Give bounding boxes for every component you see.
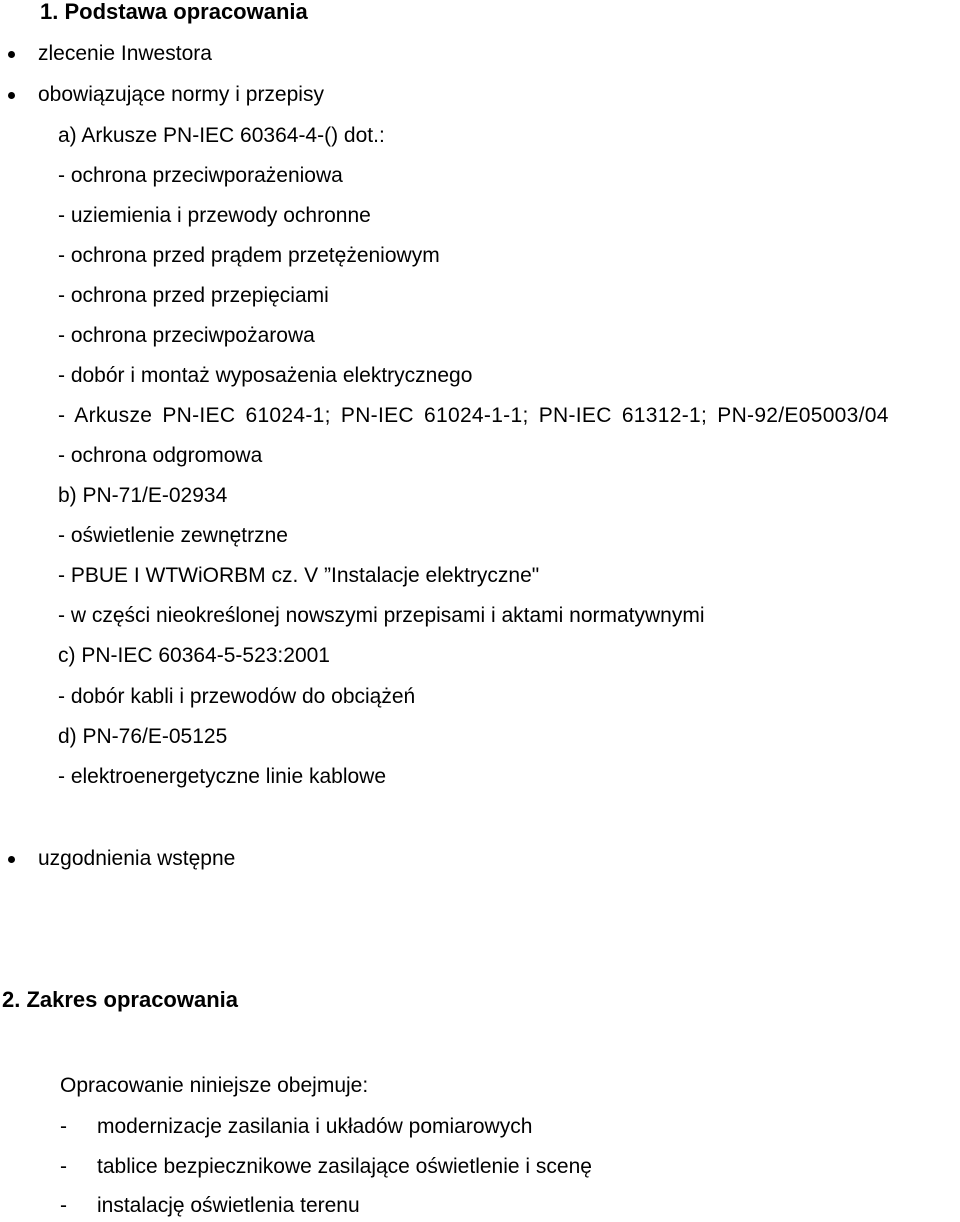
- dash-marker: -: [60, 1194, 67, 1217]
- scope-item: tablice bezpiecznikowe zasilające oświetlenie i scenę: [97, 1155, 592, 1178]
- scope-intro: Opracowanie niniejsze obejmuje:: [60, 1074, 369, 1097]
- standard-line-arkusze: - Arkusze PN-IEC 61024-1; PN-IEC 61024-1-1; PN-IEC 61312-1; PN-92/E05003/04: [58, 404, 889, 427]
- standard-line: - oświetlenie zewnętrzne: [58, 524, 288, 547]
- standard-line: - dobór i montaż wyposażenia elektrycznego: [58, 364, 473, 387]
- section-2-heading: 2. Zakres opracowania: [2, 987, 238, 1012]
- standard-line-pbue: - PBUE I WTWiORBM cz. V ”Instalacje elektryczne": [58, 564, 540, 587]
- scope-item: instalację oświetlenia terenu: [97, 1194, 360, 1217]
- standard-line-a: a) Arkusze PN-IEC 60364-4-() dot.:: [58, 124, 385, 147]
- dash-marker: -: [60, 1115, 67, 1138]
- bullet-icon: [8, 51, 15, 58]
- standard-line: - w części nieokreślonej nowszymi przepisami i aktami normatywnymi: [58, 604, 705, 627]
- standard-line: - uziemienia i przewody ochronne: [58, 204, 371, 227]
- standard-line-b: b) PN-71/E-02934: [58, 484, 228, 507]
- bullet-item-standards: obowiązujące normy i przepisy: [38, 83, 324, 106]
- standard-line: - ochrona przeciwpożarowa: [58, 324, 315, 347]
- bullet-icon: [8, 92, 15, 99]
- section-1-heading: 1. Podstawa opracowania: [40, 0, 308, 24]
- bullet-item-investor-order: zlecenie Inwestora: [38, 42, 212, 65]
- standard-line: - ochrona przeciwporażeniowa: [58, 164, 343, 187]
- scope-item: modernizacje zasilania i układów pomiarowych: [97, 1115, 533, 1138]
- standard-line: - ochrona odgromowa: [58, 444, 263, 467]
- standard-line: - dobór kabli i przewodów do obciążeń: [58, 685, 416, 708]
- standard-line: - ochrona przed prądem przetężeniowym: [58, 244, 440, 267]
- dash-marker: -: [60, 1155, 67, 1178]
- standard-line: - elektroenergetyczne linie kablowe: [58, 765, 387, 788]
- bullet-icon: [8, 856, 15, 863]
- standard-line-d: d) PN-76/E-05125: [58, 725, 228, 748]
- standard-line-c: c) PN-IEC 60364-5-523:2001: [58, 644, 330, 667]
- standard-line: - ochrona przed przepięciami: [58, 284, 329, 307]
- bullet-item-preliminary-agreements: uzgodnienia wstępne: [38, 847, 236, 870]
